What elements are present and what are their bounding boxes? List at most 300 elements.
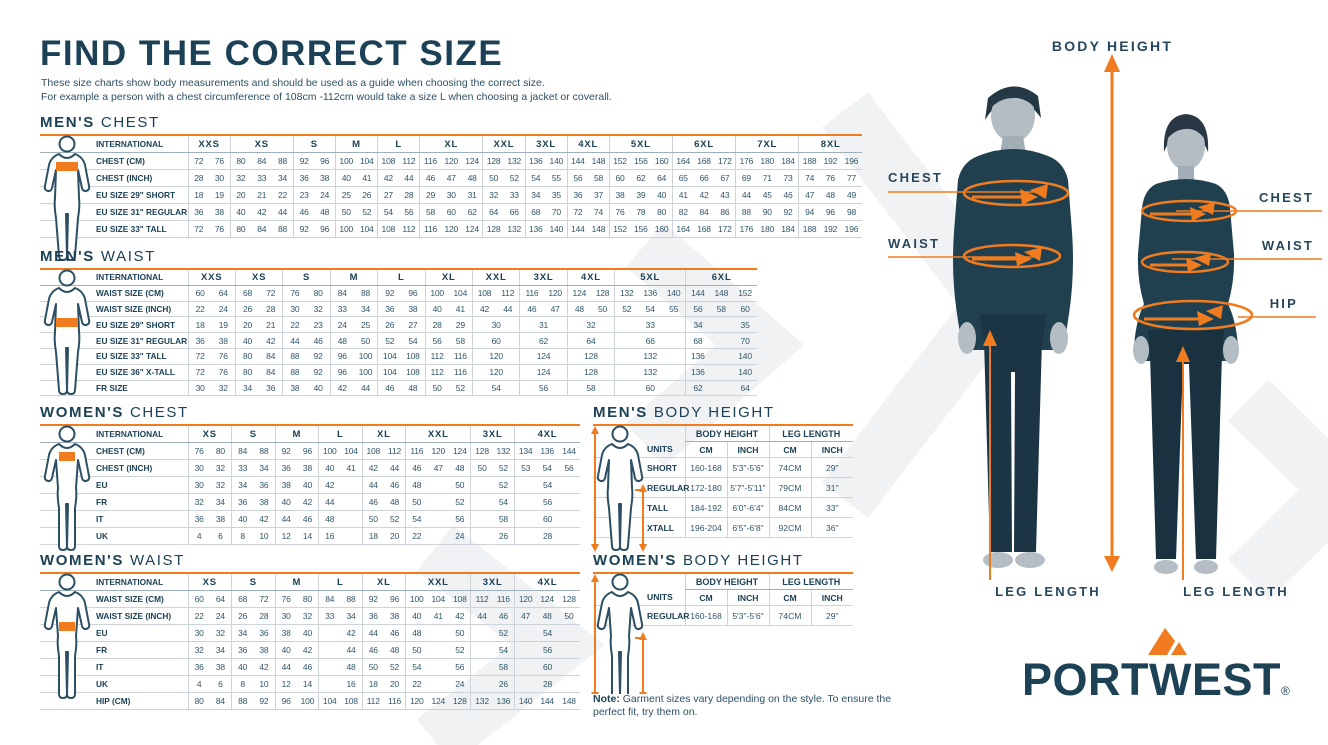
- cell: 48: [314, 204, 335, 221]
- span-header: BODY HEIGHT: [685, 573, 769, 590]
- cell: 62: [462, 204, 483, 221]
- cell: 48: [406, 477, 428, 494]
- cell: 30: [188, 460, 210, 477]
- cell: 172: [715, 153, 736, 170]
- cell: 42: [330, 380, 354, 396]
- cell: 128: [567, 364, 614, 380]
- cell: 16: [340, 676, 362, 693]
- cell: [427, 625, 449, 642]
- cell: 34: [210, 494, 232, 511]
- cell: 188: [799, 221, 820, 238]
- cell: 100: [335, 153, 356, 170]
- cell: 100: [354, 364, 378, 380]
- cell: [340, 494, 362, 511]
- chest-label-left: CHEST: [888, 170, 944, 185]
- cell: 50: [362, 511, 384, 528]
- cell: [319, 625, 341, 642]
- cell: 52: [378, 333, 402, 349]
- cell: 8: [232, 528, 254, 545]
- cell: 74: [588, 204, 609, 221]
- cell: 132: [493, 443, 515, 460]
- size-header-row: [40, 135, 862, 153]
- cell: 96: [330, 348, 354, 364]
- cell: 144: [536, 693, 558, 710]
- cell: 16: [319, 528, 341, 545]
- size-group-header: XL: [362, 573, 406, 591]
- cell: 48: [820, 187, 841, 204]
- cell: 46: [307, 333, 331, 349]
- cell: 92: [275, 443, 297, 460]
- mens-body-height-section: [593, 404, 853, 538]
- cell: 40: [307, 380, 331, 396]
- cell: 92: [778, 204, 799, 221]
- cell: 32: [483, 187, 504, 204]
- womens-body-height-section: [593, 552, 853, 626]
- cell: 46: [293, 204, 314, 221]
- portwest-mountain-icon: [1146, 626, 1198, 656]
- womens-waist-figure-icon: [38, 572, 94, 706]
- row-label: TALL: [593, 498, 685, 518]
- cell: 52: [357, 204, 378, 221]
- cell: 28: [425, 317, 449, 333]
- cell: 60: [514, 511, 580, 528]
- cell: 39: [630, 187, 651, 204]
- cell: 192: [820, 221, 841, 238]
- cell: 36: [253, 477, 275, 494]
- row-label: EU: [40, 477, 188, 494]
- cell: 172-180: [685, 478, 727, 498]
- cell: 44: [362, 625, 384, 642]
- cell: [471, 676, 493, 693]
- cell: 37: [588, 187, 609, 204]
- cell: 48: [384, 642, 406, 659]
- cell: 80: [235, 348, 259, 364]
- cell: 46: [362, 642, 384, 659]
- table-row: [40, 608, 580, 625]
- cell: 20: [384, 676, 406, 693]
- cell: 60: [615, 380, 686, 396]
- cell: 136: [493, 693, 515, 710]
- cell: 18: [362, 676, 384, 693]
- cell: 94: [799, 204, 820, 221]
- row-label: FR: [40, 494, 188, 511]
- table-row: [40, 528, 580, 545]
- registered-mark: ®: [1281, 684, 1291, 698]
- cell: 54: [472, 380, 519, 396]
- cell: 33: [615, 317, 686, 333]
- cell: 44: [272, 204, 293, 221]
- cell: 88: [354, 285, 378, 301]
- cell: 100: [406, 591, 428, 608]
- cell: 196: [841, 153, 862, 170]
- units-label: UNITS: [593, 590, 685, 606]
- cell: 24: [212, 301, 236, 317]
- cell: 108: [340, 693, 362, 710]
- cell: 20: [235, 317, 259, 333]
- cell: 164: [672, 153, 693, 170]
- cell: 74: [799, 170, 820, 187]
- cell: 96: [314, 153, 335, 170]
- size-group-header: XS: [188, 573, 232, 591]
- cell: 44: [399, 170, 420, 187]
- size-group-header: XXL: [472, 269, 519, 285]
- cell: 68: [525, 204, 546, 221]
- cell: 84: [330, 285, 354, 301]
- size-header-row: [40, 573, 580, 591]
- cell: 112: [399, 153, 420, 170]
- row-label: WAIST SIZE (CM): [40, 285, 188, 301]
- cell: 76: [275, 591, 297, 608]
- cell: 41: [427, 608, 449, 625]
- row-label: FR SIZE: [40, 380, 188, 396]
- cell: 34: [272, 170, 293, 187]
- cell: 30: [441, 187, 462, 204]
- cell: 34: [235, 380, 259, 396]
- cell: 54: [406, 511, 428, 528]
- cell: 160-168: [685, 458, 727, 478]
- cell: 124: [520, 364, 567, 380]
- cell: 76: [209, 153, 230, 170]
- cell: 168: [694, 153, 715, 170]
- cell: 30: [209, 170, 230, 187]
- cell: [471, 477, 493, 494]
- cell: 46: [778, 187, 799, 204]
- cell: 96: [330, 364, 354, 380]
- womens-chest-title: [40, 404, 580, 422]
- cell: 88: [232, 693, 254, 710]
- womens-body-height-figure-icon: [591, 572, 647, 694]
- cell: 48: [449, 460, 471, 477]
- size-header-row: [40, 425, 580, 443]
- row-label: WAIST SIZE (INCH): [40, 608, 188, 625]
- cell: 30: [188, 625, 210, 642]
- cell: 58: [449, 333, 473, 349]
- cell: 32: [188, 642, 210, 659]
- cell: 52: [449, 642, 471, 659]
- cell: 40: [275, 494, 297, 511]
- size-group-header: M: [330, 269, 377, 285]
- cell: 35: [733, 317, 757, 333]
- cell: 108: [449, 591, 471, 608]
- cell: 140: [733, 348, 757, 364]
- row-label: CHEST (INCH): [40, 170, 188, 187]
- cell: 88: [272, 153, 293, 170]
- mens-chest-title: [40, 114, 862, 132]
- cell: 29": [811, 606, 853, 626]
- cell: 76: [209, 221, 230, 238]
- cell: 40: [425, 301, 449, 317]
- table-row: [40, 625, 580, 642]
- cell: 76: [188, 443, 210, 460]
- womens-waist-section: [40, 552, 580, 710]
- cell: 72: [188, 348, 212, 364]
- cell: 30: [472, 317, 519, 333]
- cell: 40: [297, 625, 319, 642]
- cell: 44: [283, 333, 307, 349]
- subtitle-line-1: These size charts show body measurements and should be used as a guide when choosing the correct size.: [41, 77, 545, 89]
- size-group-header: 3XL: [471, 425, 515, 443]
- cell: 80: [210, 443, 232, 460]
- cell: 26: [493, 528, 515, 545]
- cell: 38: [283, 380, 307, 396]
- span-header: BODY HEIGHT: [685, 425, 769, 442]
- size-group-header: S: [293, 135, 335, 153]
- cell: 32: [210, 625, 232, 642]
- cell: 132: [504, 221, 525, 238]
- cell: 108: [378, 153, 399, 170]
- cell: 47: [427, 460, 449, 477]
- cell: 120: [441, 221, 462, 238]
- cell: 68: [235, 285, 259, 301]
- cell: [319, 676, 341, 693]
- cell: 128: [449, 693, 471, 710]
- cell: 56: [449, 511, 471, 528]
- cell: 50: [449, 625, 471, 642]
- leg-length-label-right: LEG LENGTH: [1183, 584, 1289, 599]
- cell: 92: [293, 221, 314, 238]
- cell: 108: [401, 364, 425, 380]
- cell: 104: [378, 364, 402, 380]
- cell: 28: [188, 170, 209, 187]
- cell: [471, 528, 493, 545]
- size-group-header: XXS: [188, 269, 235, 285]
- cell: 30: [188, 380, 212, 396]
- womens-chest-figure-icon: [38, 424, 94, 558]
- cell: 19: [209, 187, 230, 204]
- section-title-rest: BODY HEIGHT: [682, 552, 804, 569]
- cell: 80: [651, 204, 672, 221]
- row-label: EU SIZE 33" TALL: [40, 221, 188, 238]
- cell: 54: [514, 477, 580, 494]
- cell: 38: [297, 460, 319, 477]
- cell: 46: [384, 477, 406, 494]
- cell: 176: [736, 153, 757, 170]
- cell: [340, 477, 362, 494]
- cell: 44: [275, 659, 297, 676]
- unit-cell: CM: [769, 590, 811, 606]
- cell: 98: [841, 204, 862, 221]
- cell: 140: [662, 285, 686, 301]
- cell: 46: [406, 460, 428, 477]
- cell: 148: [709, 285, 733, 301]
- cell: 152: [609, 153, 630, 170]
- cell: 52: [493, 460, 515, 477]
- cell: 64: [483, 204, 504, 221]
- corner-label: INTERNATIONAL: [40, 269, 188, 285]
- size-group-header: 6XL: [672, 135, 735, 153]
- cell: 88: [283, 348, 307, 364]
- page-title: FIND THE CORRECT SIZE: [40, 34, 504, 73]
- cell: 96: [297, 443, 319, 460]
- cell: 26: [493, 676, 515, 693]
- hip-label: HIP: [1269, 296, 1298, 311]
- cell: 47: [544, 301, 568, 317]
- cell: [427, 511, 449, 528]
- size-group-header: XL: [362, 425, 406, 443]
- corner-label: INTERNATIONAL: [40, 573, 188, 591]
- man-photo-figure: [918, 72, 1108, 582]
- cell: 52: [493, 625, 515, 642]
- cell: 50: [425, 380, 449, 396]
- cell: 112: [362, 693, 384, 710]
- cell: 88: [253, 443, 275, 460]
- cell: 44: [471, 608, 493, 625]
- cell: 96: [384, 591, 406, 608]
- cell: 36": [811, 518, 853, 538]
- cell: 58: [709, 301, 733, 317]
- cell: 58: [567, 380, 614, 396]
- cell: 104: [319, 693, 341, 710]
- cell: 36: [188, 204, 209, 221]
- cell: 71: [757, 170, 778, 187]
- cell: 104: [340, 443, 362, 460]
- cell: 56: [425, 333, 449, 349]
- cell: 40: [230, 204, 251, 221]
- size-group-header: L: [378, 135, 420, 153]
- cell: 88: [340, 591, 362, 608]
- cell: 196: [841, 221, 862, 238]
- cell: 112: [496, 285, 520, 301]
- cell: 72: [253, 591, 275, 608]
- cell: 40: [406, 608, 428, 625]
- cell: 140: [514, 693, 536, 710]
- cell: 60: [188, 591, 210, 608]
- cell: 79CM: [769, 478, 811, 498]
- cell: 144: [567, 221, 588, 238]
- cell: 50: [362, 659, 384, 676]
- cell: 36: [188, 511, 210, 528]
- cell: 42: [297, 642, 319, 659]
- cell: 38: [210, 659, 232, 676]
- cell: 36: [567, 187, 588, 204]
- cell: 120: [514, 591, 536, 608]
- cell: 26: [357, 187, 378, 204]
- cell: 100: [425, 285, 449, 301]
- row-label: WAIST SIZE (CM): [40, 591, 188, 608]
- cell: 132: [615, 285, 639, 301]
- cell: 34: [525, 187, 546, 204]
- cell: 54: [514, 625, 580, 642]
- cell: 92: [307, 348, 331, 364]
- cell: 92: [293, 153, 314, 170]
- cell: 96: [401, 285, 425, 301]
- cell: 69: [736, 170, 757, 187]
- cell: 18: [188, 317, 212, 333]
- cell: 42: [449, 608, 471, 625]
- cell: 148: [588, 153, 609, 170]
- table-row: [40, 285, 757, 301]
- cell: 180: [757, 221, 778, 238]
- cell: 120: [406, 693, 428, 710]
- cell: 184: [778, 153, 799, 170]
- cell: 24: [449, 676, 471, 693]
- cell: 64: [733, 380, 757, 396]
- cell: 46: [378, 380, 402, 396]
- cell: 33: [319, 608, 341, 625]
- cell: 12: [275, 676, 297, 693]
- cell: 76: [212, 364, 236, 380]
- cell: 36: [259, 380, 283, 396]
- corner-label: INTERNATIONAL: [40, 135, 188, 153]
- row-label: EU SIZE 31" REGULAR: [40, 333, 188, 349]
- cell: 38: [609, 187, 630, 204]
- cell: 184-192: [685, 498, 727, 518]
- cell: 72: [188, 153, 209, 170]
- cell: 38: [314, 170, 335, 187]
- cell: 140: [733, 364, 757, 380]
- cell: 82: [672, 204, 693, 221]
- cell: 21: [251, 187, 272, 204]
- row-label: EU SIZE 29" SHORT: [40, 317, 188, 333]
- cell: 35: [546, 187, 567, 204]
- cell: 73: [778, 170, 799, 187]
- unit-cell: CM: [685, 590, 727, 606]
- cell: 23: [307, 317, 331, 333]
- cell: 33: [232, 460, 254, 477]
- cell: 49: [841, 187, 862, 204]
- cell: 40: [275, 642, 297, 659]
- cell: 14: [297, 528, 319, 545]
- row-label: IT: [40, 511, 188, 528]
- table-row: [40, 187, 862, 204]
- cell: 12: [275, 528, 297, 545]
- cell: [427, 642, 449, 659]
- womens-chest-grid: [40, 424, 580, 545]
- cell: 46: [420, 170, 441, 187]
- table-row: [40, 153, 862, 170]
- mens-body-height-figure-icon: [591, 424, 647, 552]
- cell: 6: [210, 676, 232, 693]
- cell: 42: [251, 204, 272, 221]
- brand-name: PORTWEST: [1022, 654, 1281, 705]
- cell: 30: [275, 608, 297, 625]
- cell: 32: [212, 380, 236, 396]
- cell: 34: [253, 460, 275, 477]
- cell: 72: [567, 204, 588, 221]
- cell: 55: [662, 301, 686, 317]
- womens-waist-grid: [40, 572, 580, 710]
- cell: 28: [253, 608, 275, 625]
- cell: 48: [406, 625, 428, 642]
- cell: 10: [253, 528, 275, 545]
- cell: 128: [567, 348, 614, 364]
- cell: 112: [425, 364, 449, 380]
- cell: 26: [235, 301, 259, 317]
- row-label: CHEST (CM): [40, 443, 188, 460]
- cell: 116: [406, 443, 428, 460]
- cell: 44: [354, 380, 378, 396]
- section-title-rest: CHEST: [129, 404, 189, 421]
- cell: [340, 528, 362, 545]
- size-group-header: 3XL: [471, 573, 515, 591]
- section-title-strong: WOMEN'S: [40, 404, 124, 421]
- size-group-header: S: [283, 269, 330, 285]
- size-group-header: 3XL: [525, 135, 567, 153]
- cell: 54: [406, 659, 428, 676]
- cell: 40: [232, 659, 254, 676]
- table-row: [40, 348, 757, 364]
- cell: 54: [493, 642, 515, 659]
- cell: 48: [462, 170, 483, 187]
- row-label: CHEST (CM): [40, 153, 188, 170]
- section-title-strong: WOMEN'S: [40, 552, 124, 569]
- note: [593, 693, 893, 720]
- cell: 40: [651, 187, 672, 204]
- cell: 132: [471, 693, 493, 710]
- cell: 108: [472, 285, 496, 301]
- section-title-rest: CHEST: [100, 114, 160, 131]
- cell: 120: [441, 153, 462, 170]
